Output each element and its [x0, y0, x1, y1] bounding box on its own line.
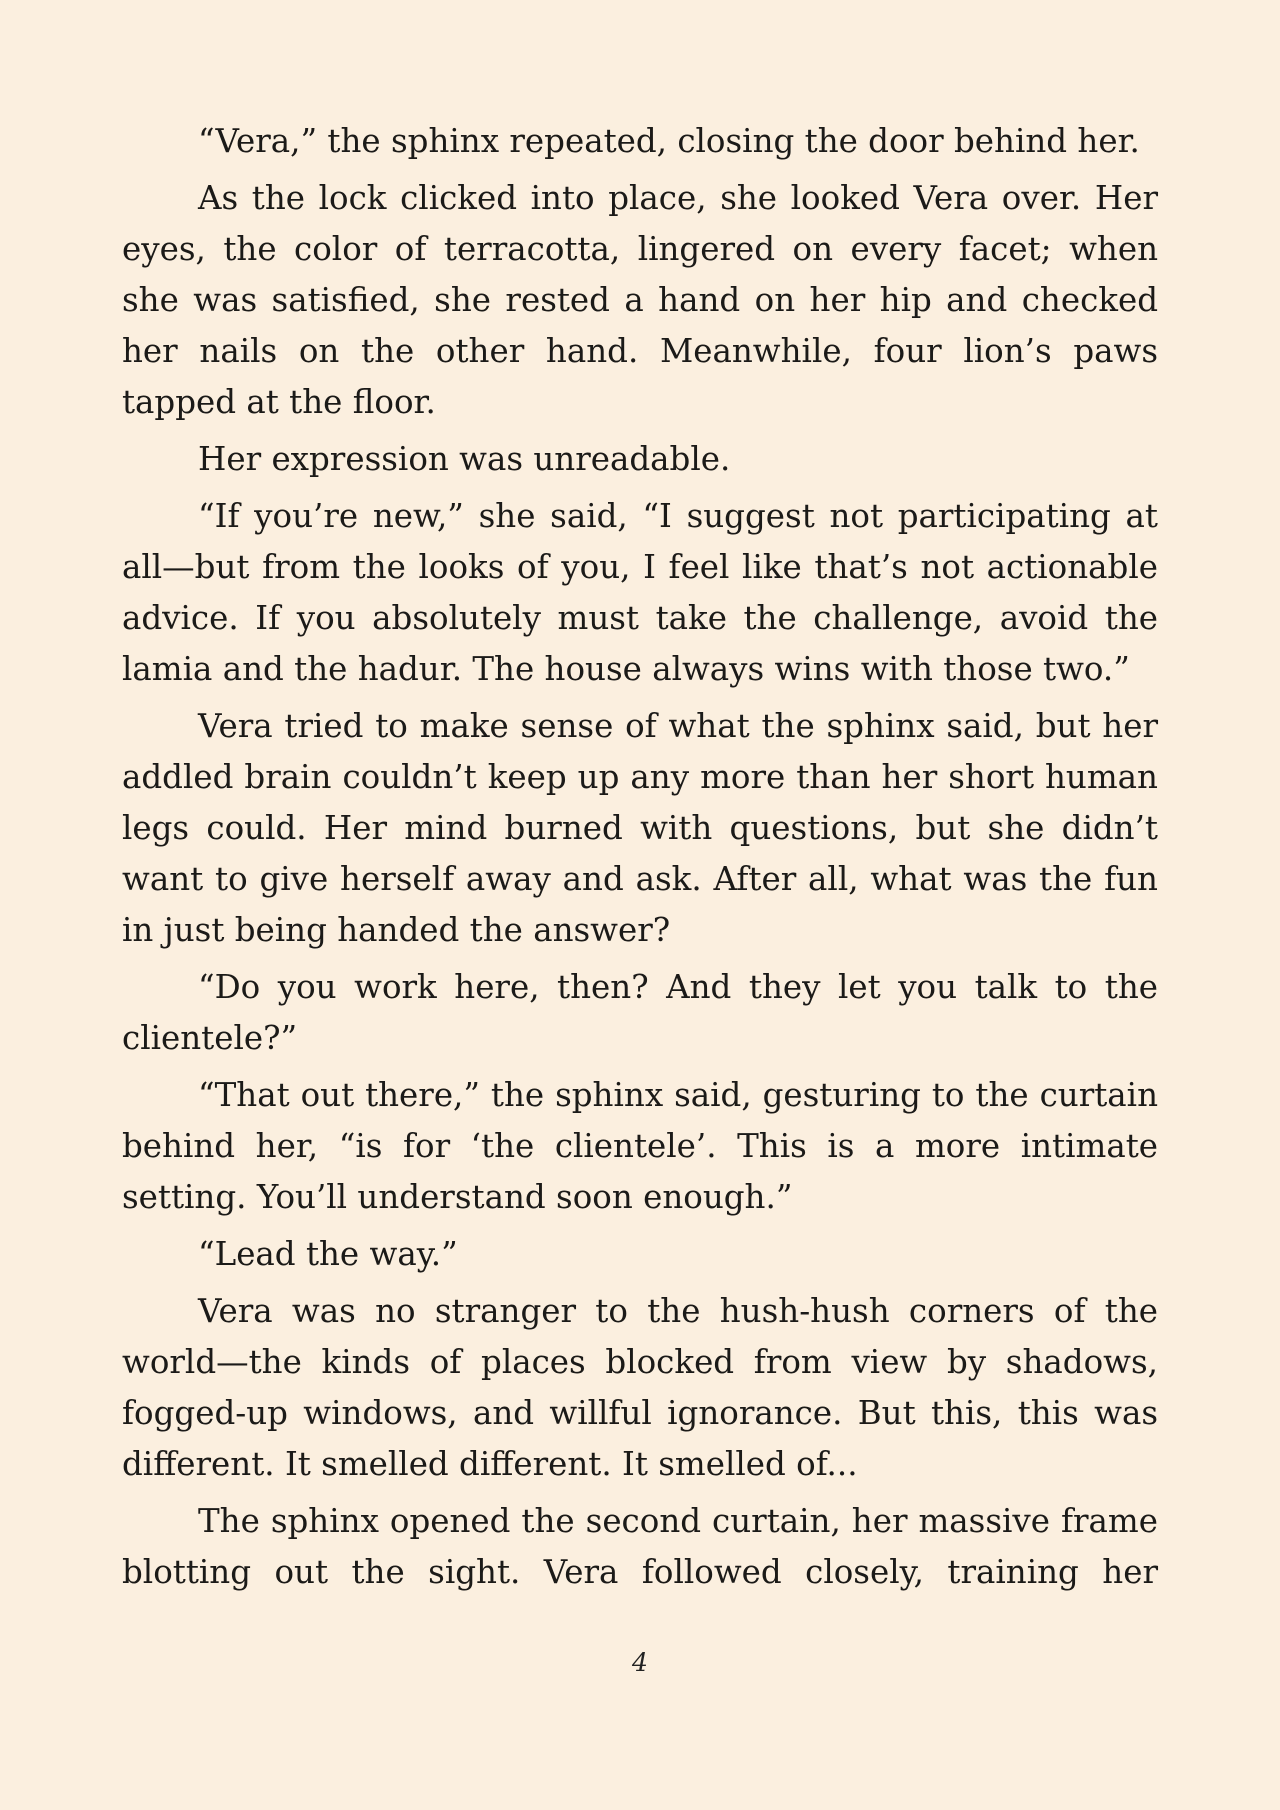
paragraph-4: “If you’re new,” she said, “I suggest not participating at all—but from the looks of you, I feel like that’s not actionable advice. If you absolutely must take the challenge, avoid the lamia and the hadur. The house always wins with those two.”: [122, 497, 1158, 688]
page-number: 4: [632, 1648, 648, 1677]
paragraph-7: “That out there,” the sphinx said, gesturing to the curtain behind her, “is for ‘the clientele’. This is a more intimate setting. You’ll understand soon enough.”: [122, 1076, 1158, 1216]
paragraph-10: The sphinx opened the second curtain, her massive frame blotting out the sight. Vera followed closely, training her: [122, 1502, 1158, 1591]
paragraph-2: As the lock clicked into place, she looked Vera over. Her eyes, the color of terracotta, lingered on every facet; when she was satisfied, she rested a hand on her hip and checked her nails on the other hand. Meanwhile, four lion’s paws tapped at the floor.: [122, 179, 1158, 421]
paragraph-9: Vera was no stranger to the hush-hush corners of the world—the kinds of places blocked from view by shadows, fogged-up windows, and willful ignorance. But this, this was different. It smelled different. It smelled of...: [122, 1292, 1158, 1483]
page-text: [122, 116, 1158, 1604]
paragraph-6: “Do you work here, then? And they let you talk to the clientele?”: [122, 968, 1158, 1057]
paragraph-1: “Vera,” the sphinx repeated, closing the door behind her.: [198, 122, 1140, 160]
paragraph-3: Her expression was unreadable.: [198, 440, 731, 478]
paragraph-5: Vera tried to make sense of what the sphinx said, but her addled brain couldn’t keep up any more than her short human legs could. Her mind burned with questions, but she didn’t want to give herself away and ask. After all, what was the fun in just being handed the answer?: [122, 707, 1158, 949]
paragraph-8: “Lead the way.”: [198, 1235, 458, 1273]
